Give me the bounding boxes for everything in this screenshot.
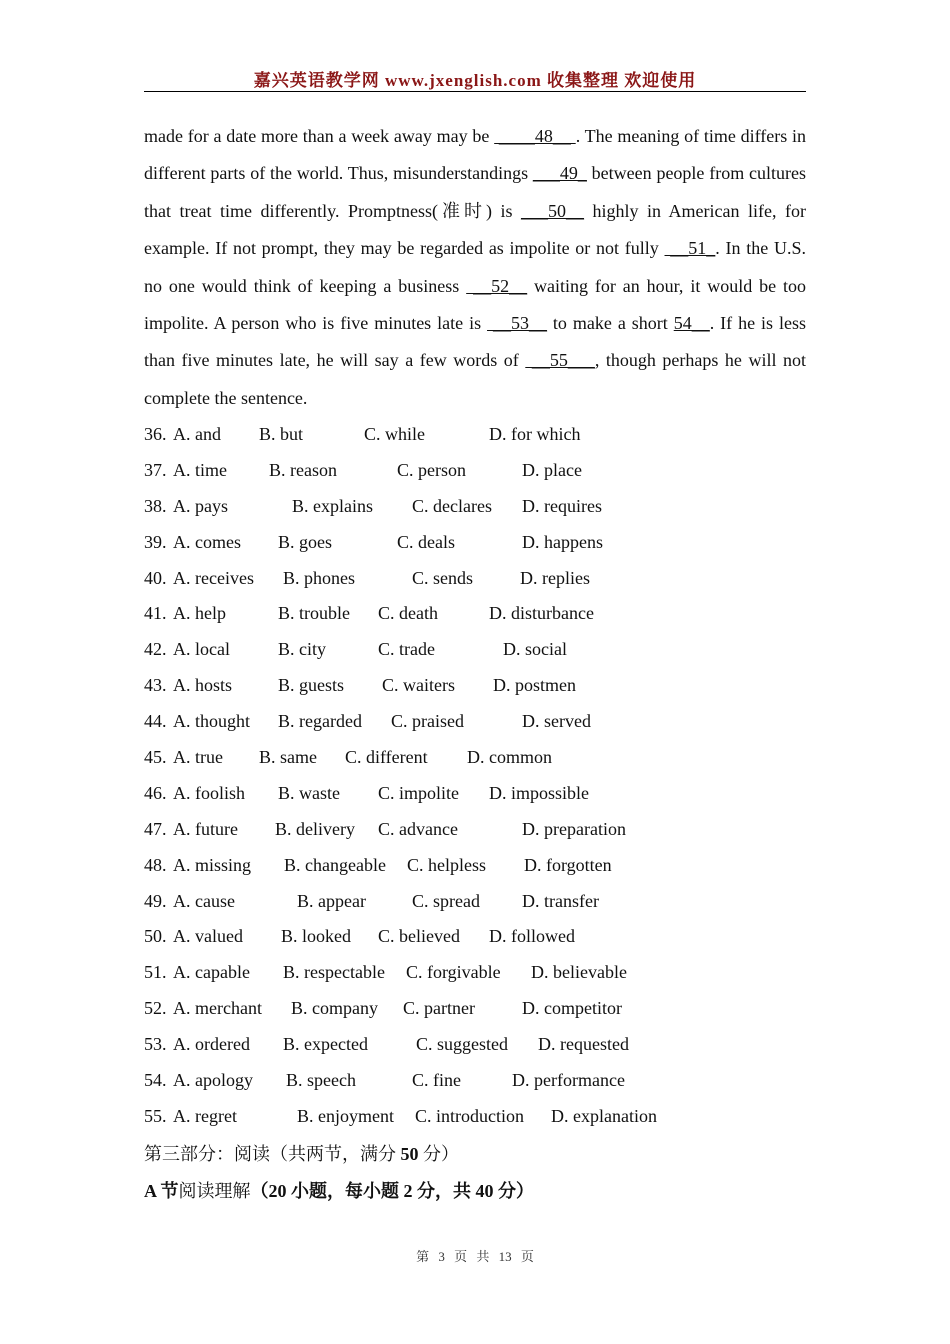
option-b: B. enjoyment bbox=[297, 1105, 394, 1126]
page-footer: 第 3 页 共 13 页 bbox=[416, 1249, 534, 1264]
option-b: B. changeable bbox=[284, 854, 386, 875]
question-number: 54. bbox=[144, 1070, 167, 1091]
option-c: C. believed bbox=[378, 926, 460, 947]
passage-text-segment: . In the U.S. no one would think of keeping a business bbox=[144, 238, 806, 296]
option-c: C. suggested bbox=[416, 1034, 508, 1055]
question-number: 48. bbox=[144, 854, 167, 875]
header-divider bbox=[144, 91, 806, 92]
option-d: D. common bbox=[467, 747, 552, 768]
option-d: D. performance bbox=[512, 1070, 625, 1091]
question-row bbox=[144, 918, 806, 954]
question-number: 43. bbox=[144, 675, 167, 696]
option-a: A. thought bbox=[173, 711, 251, 732]
option-a: A. help bbox=[173, 603, 226, 624]
question-number: 39. bbox=[144, 531, 167, 552]
passage-paragraph bbox=[144, 118, 806, 417]
passage-text-segment: made for a date more than a week away may be bbox=[144, 126, 495, 146]
question-row bbox=[144, 1098, 806, 1134]
question-row bbox=[144, 990, 806, 1026]
answer-blank: ____48__ bbox=[494, 126, 576, 146]
answer-blank: __55___ bbox=[525, 350, 595, 371]
option-c: C. impolite bbox=[378, 782, 459, 803]
question-row bbox=[144, 954, 806, 990]
option-c: C. helpless bbox=[407, 854, 486, 875]
option-b: B. regarded bbox=[278, 711, 362, 732]
option-c: C. declares bbox=[412, 495, 492, 516]
question-number: 45. bbox=[144, 747, 167, 768]
question-number: 46. bbox=[144, 782, 167, 803]
question-number: 51. bbox=[144, 962, 167, 983]
option-b: B. explains bbox=[292, 495, 373, 516]
question-options bbox=[144, 416, 806, 1134]
option-b: B. phones bbox=[283, 567, 355, 588]
passage-text-segment: . The meaning of time differs in different parts of the world. Thus, misunderstandings bbox=[144, 126, 807, 184]
question-number: 37. bbox=[144, 459, 167, 480]
section-three-prefix: 第三部分：阅读（共两节，满分 bbox=[144, 1144, 401, 1164]
option-b: B. same bbox=[259, 747, 317, 768]
option-d: D. requires bbox=[522, 495, 602, 516]
option-c: C. spread bbox=[412, 890, 480, 911]
option-a: A. local bbox=[173, 639, 230, 660]
option-a: A. and bbox=[173, 424, 221, 444]
question-number: 42. bbox=[144, 639, 167, 660]
option-b: B. looked bbox=[281, 926, 351, 947]
question-number: 55. bbox=[144, 1105, 167, 1126]
option-c: C. death bbox=[378, 603, 438, 624]
option-c: C. praised bbox=[391, 711, 464, 732]
option-b: B. reason bbox=[269, 459, 337, 480]
question-number: 50. bbox=[144, 926, 167, 947]
passage-text-segment: . If he is less than five minutes late, he will say a few words of bbox=[144, 313, 807, 371]
option-d: D. forgotten bbox=[524, 854, 612, 875]
option-d: D. competitor bbox=[522, 998, 622, 1019]
option-b: B. but bbox=[259, 424, 304, 444]
question-row bbox=[144, 811, 806, 847]
question-row bbox=[144, 560, 806, 596]
question-row bbox=[144, 595, 806, 631]
option-c: C. while bbox=[364, 424, 425, 444]
question-number: 44. bbox=[144, 711, 167, 732]
question-row bbox=[144, 631, 806, 667]
question-number: 47. bbox=[144, 818, 167, 839]
question-row bbox=[144, 883, 806, 919]
option-a: A. foolish bbox=[173, 782, 245, 803]
option-c: C. partner bbox=[403, 998, 475, 1019]
section-three-suffix: 分） bbox=[418, 1144, 459, 1164]
answer-blank: __51_ bbox=[664, 238, 716, 259]
option-c: C. deals bbox=[397, 531, 455, 552]
question-row bbox=[144, 452, 806, 488]
question-row bbox=[144, 667, 806, 703]
answer-blank: ___49_ bbox=[532, 163, 587, 184]
option-d: D. social bbox=[503, 639, 567, 660]
section-a-title: 阅读理解 bbox=[178, 1181, 251, 1201]
option-c: C. trade bbox=[378, 639, 435, 660]
option-b: B. guests bbox=[278, 675, 345, 696]
option-d: D. for which bbox=[489, 424, 581, 444]
option-a: A. ordered bbox=[173, 1034, 250, 1055]
option-b: B. expected bbox=[283, 1034, 368, 1055]
option-d: D. preparation bbox=[522, 818, 626, 839]
option-a: A. regret bbox=[173, 1105, 237, 1126]
option-a: A. future bbox=[173, 818, 238, 839]
section-a-heading bbox=[144, 1177, 534, 1203]
option-c: C. different bbox=[345, 747, 428, 768]
question-number: 52. bbox=[144, 998, 167, 1019]
option-c: C. forgivable bbox=[406, 962, 501, 983]
option-a: A. hosts bbox=[173, 675, 233, 696]
question-number: 36. bbox=[144, 424, 167, 444]
option-a: A. merchant bbox=[173, 998, 262, 1019]
answer-blank: __53__ bbox=[487, 313, 547, 334]
section-three-score: 50 bbox=[400, 1144, 419, 1164]
section-three-heading bbox=[144, 1140, 459, 1166]
question-number: 41. bbox=[144, 603, 167, 624]
option-a: A. missing bbox=[173, 854, 252, 875]
option-b: B. appear bbox=[297, 890, 366, 911]
option-d: D. believable bbox=[531, 962, 627, 983]
option-a: A. comes bbox=[173, 531, 241, 552]
section-a-detail: （20 小题，每小题 2 分，共 40 分） bbox=[250, 1181, 535, 1201]
option-d: D. place bbox=[522, 459, 582, 480]
option-b: B. goes bbox=[278, 531, 332, 552]
option-b: B. company bbox=[291, 998, 378, 1019]
option-d: D. happens bbox=[522, 531, 603, 552]
question-row bbox=[144, 775, 806, 811]
option-a: A. time bbox=[173, 459, 227, 480]
option-b: B. trouble bbox=[278, 603, 350, 624]
passage-text-segment: highly in American life, for example. If not prompt, they may be regarded as impolite or not fully bbox=[144, 200, 806, 259]
question-row bbox=[144, 1026, 806, 1062]
passage-text-segment: , though perhaps he will not complete the sentence. bbox=[144, 350, 806, 408]
option-d: D. followed bbox=[489, 926, 575, 947]
passage-text-segment: to make a short bbox=[546, 313, 674, 334]
question-row bbox=[144, 847, 806, 883]
option-a: A. receives bbox=[173, 567, 254, 588]
question-row bbox=[144, 488, 806, 524]
answer-blank: ___50__ bbox=[521, 200, 584, 221]
option-d: D. served bbox=[522, 711, 591, 732]
question-row bbox=[144, 1062, 806, 1098]
question-number: 53. bbox=[144, 1034, 167, 1055]
question-row bbox=[144, 524, 806, 560]
option-b: B. city bbox=[278, 639, 326, 660]
option-c: C. sends bbox=[412, 567, 474, 588]
option-d: D. explanation bbox=[551, 1105, 657, 1126]
option-c: C. waiters bbox=[382, 675, 455, 696]
question-number: 40. bbox=[144, 567, 167, 588]
passage-text-segment: between people from cultures that treat time differently. Promptness(准时) is bbox=[144, 163, 806, 221]
question-row bbox=[144, 703, 806, 739]
option-c: C. introduction bbox=[415, 1105, 524, 1126]
option-d: D. replies bbox=[520, 567, 590, 588]
question-row bbox=[144, 416, 806, 452]
option-d: D. disturbance bbox=[489, 603, 594, 624]
option-a: A. true bbox=[173, 747, 223, 768]
answer-blank: 54__ bbox=[673, 313, 710, 334]
option-c: C. fine bbox=[412, 1070, 461, 1091]
option-a: A. pays bbox=[173, 495, 228, 516]
option-c: C. person bbox=[397, 459, 466, 480]
option-c: C. advance bbox=[378, 818, 458, 839]
option-a: A. apology bbox=[173, 1070, 253, 1091]
option-b: B. delivery bbox=[275, 818, 355, 839]
section-a-label: A 节 bbox=[144, 1181, 179, 1201]
question-number: 38. bbox=[144, 495, 167, 516]
option-b: B. waste bbox=[278, 782, 340, 803]
option-b: B. respectable bbox=[283, 962, 385, 983]
option-a: A. capable bbox=[173, 962, 250, 983]
option-d: D. transfer bbox=[522, 890, 599, 911]
option-a: A. valued bbox=[173, 926, 243, 947]
option-d: D. postmen bbox=[493, 675, 576, 696]
option-a: A. cause bbox=[173, 890, 235, 911]
question-row bbox=[144, 739, 806, 775]
question-number: 49. bbox=[144, 890, 167, 911]
option-d: D. impossible bbox=[489, 782, 590, 803]
page-header: 嘉兴英语教学网 www.jxenglish.com 收集整理 欢迎使用 bbox=[253, 71, 697, 90]
cloze-passage bbox=[144, 118, 806, 417]
passage-text-segment: waiting for an hour, it would be too impolite. A person who is five minutes late is bbox=[144, 275, 807, 334]
option-b: B. speech bbox=[286, 1070, 356, 1091]
option-d: D. requested bbox=[538, 1034, 629, 1055]
answer-blank: __52__ bbox=[466, 275, 528, 296]
